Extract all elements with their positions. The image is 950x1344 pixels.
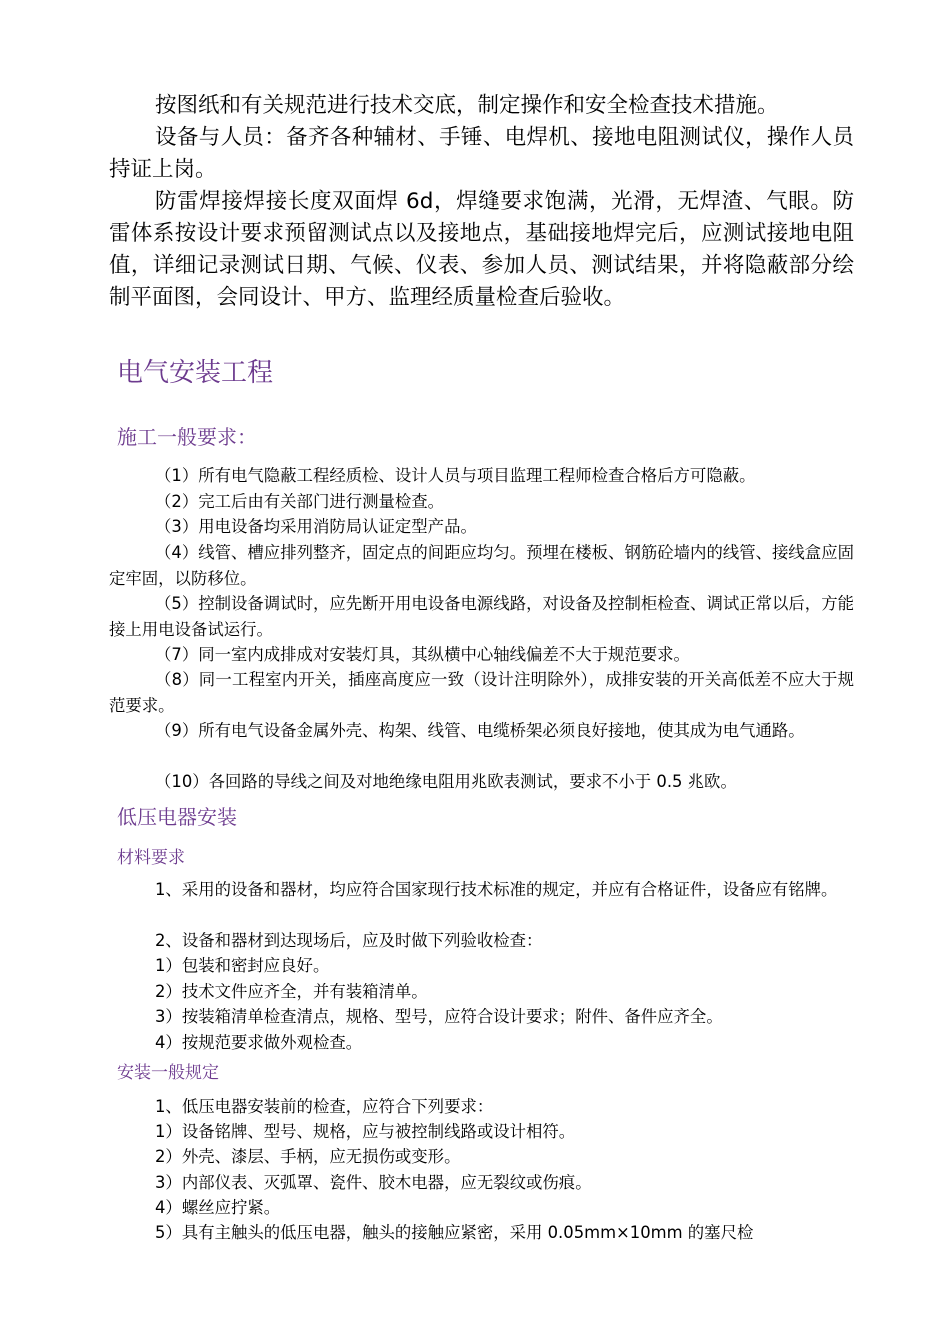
material-item: 4）按规范要求做外观检查。 (155, 1033, 363, 1052)
requirement-item: （7）同一室内成排成对安装灯具，其纵横中心轴线偏差不大于规范要求。 (155, 645, 690, 664)
section-title-low-voltage: 低压电器安装 (117, 805, 237, 829)
material-item: 2）技术文件应齐全，并有装箱清单。 (155, 982, 428, 1001)
subsection-title-general-requirements: 施工一般要求： (117, 425, 257, 449)
requirement-item: （1）所有电气隐蔽工程经质检、设计人员与项目监理工程师检查合格后方可隐蔽。 (155, 466, 756, 485)
material-item: 3）按装箱清单检查清点，规格、型号，应符合设计要求；附件、备件应齐全。 (155, 1007, 723, 1026)
subsection-title-materials: 材料要求 (117, 848, 185, 868)
install-item: 1）设备铭牌、型号、规格，应与被控制线路或设计相符。 (155, 1122, 576, 1141)
section-title-electrical: 电气安装工程 (117, 358, 274, 388)
material-item: 1、采用的设备和器材，均应符合国家现行技术标准的规定，并应有合格证件，设备应有铭牌。 (155, 880, 838, 899)
requirement-item: （5）控制设备调试时，应先断开用电设备电源线路，对设备及控制柜检查、调试正常以后，方能接上用电设备试运行。 (109, 594, 854, 639)
requirement-item: （2）完工后由有关部门进行测量检查。 (155, 492, 445, 511)
install-item: 3）内部仪表、灭弧罩、瓷件、胶木电器，应无裂纹或伤痕。 (155, 1173, 592, 1192)
install-item: 5）具有主触头的低压电器，触头的接触应紧密，采用 0.05mm×10mm 的塞尺检 (155, 1223, 754, 1242)
requirement-item: （3）用电设备均采用消防局认证定型产品。 (155, 517, 477, 536)
intro-paragraph-2: 设备与人员：备齐各种辅材、手锤、电焊机、接地电阻测试仪，操作人员持证上岗。 (109, 125, 854, 182)
material-item: 2、设备和器材到达现场后，应及时做下列验收检查： (155, 931, 543, 950)
material-item: 1）包装和密封应良好。 (155, 956, 330, 975)
requirement-item: （4）线管、槽应排列整齐，固定点的间距应均匀。预埋在楼板、钢筋砼墙内的线管、接线盒应固定牢固，以防移位。 (109, 543, 854, 588)
intro-paragraph-3: 防雷焊接焊接长度双面焊 6d，焊缝要求饱满，光滑，无焊渣、气眼。防雷体系按设计要求预留测试点以及接地点，基础接地焊完后，应测试接地电阻值，详细记录测试日期、气候、仪表、参加人员、测试结果，并将隐蔽部分绘制平面图，会同设计、甲方、监理经质量检查后验收。 (109, 189, 854, 310)
requirement-item: （8）同一工程室内开关，插座高度应一致（设计注明除外），成排安装的开关高低差不应大于规范要求。 (109, 670, 854, 715)
intro-paragraph-1: 按图纸和有关规范进行技术交底，制定操作和安全检查技术措施。 (155, 93, 779, 118)
install-item: 1、低压电器安装前的检查，应符合下列要求： (155, 1097, 494, 1116)
requirement-item: （10）各回路的导线之间及对地绝缘电阻用兆欧表测试，要求不小于 0.5 兆欧。 (155, 772, 737, 791)
install-item: 2）外壳、漆层、手柄，应无损伤或变形。 (155, 1147, 461, 1166)
subsection-title-install-rules: 安装一般规定 (117, 1063, 219, 1083)
install-item: 4）螺丝应拧紧。 (155, 1198, 281, 1217)
requirement-item: （9）所有电气设备金属外壳、构架、线管、电缆桥架必须良好接地，使其成为电气通路。 (155, 721, 805, 740)
